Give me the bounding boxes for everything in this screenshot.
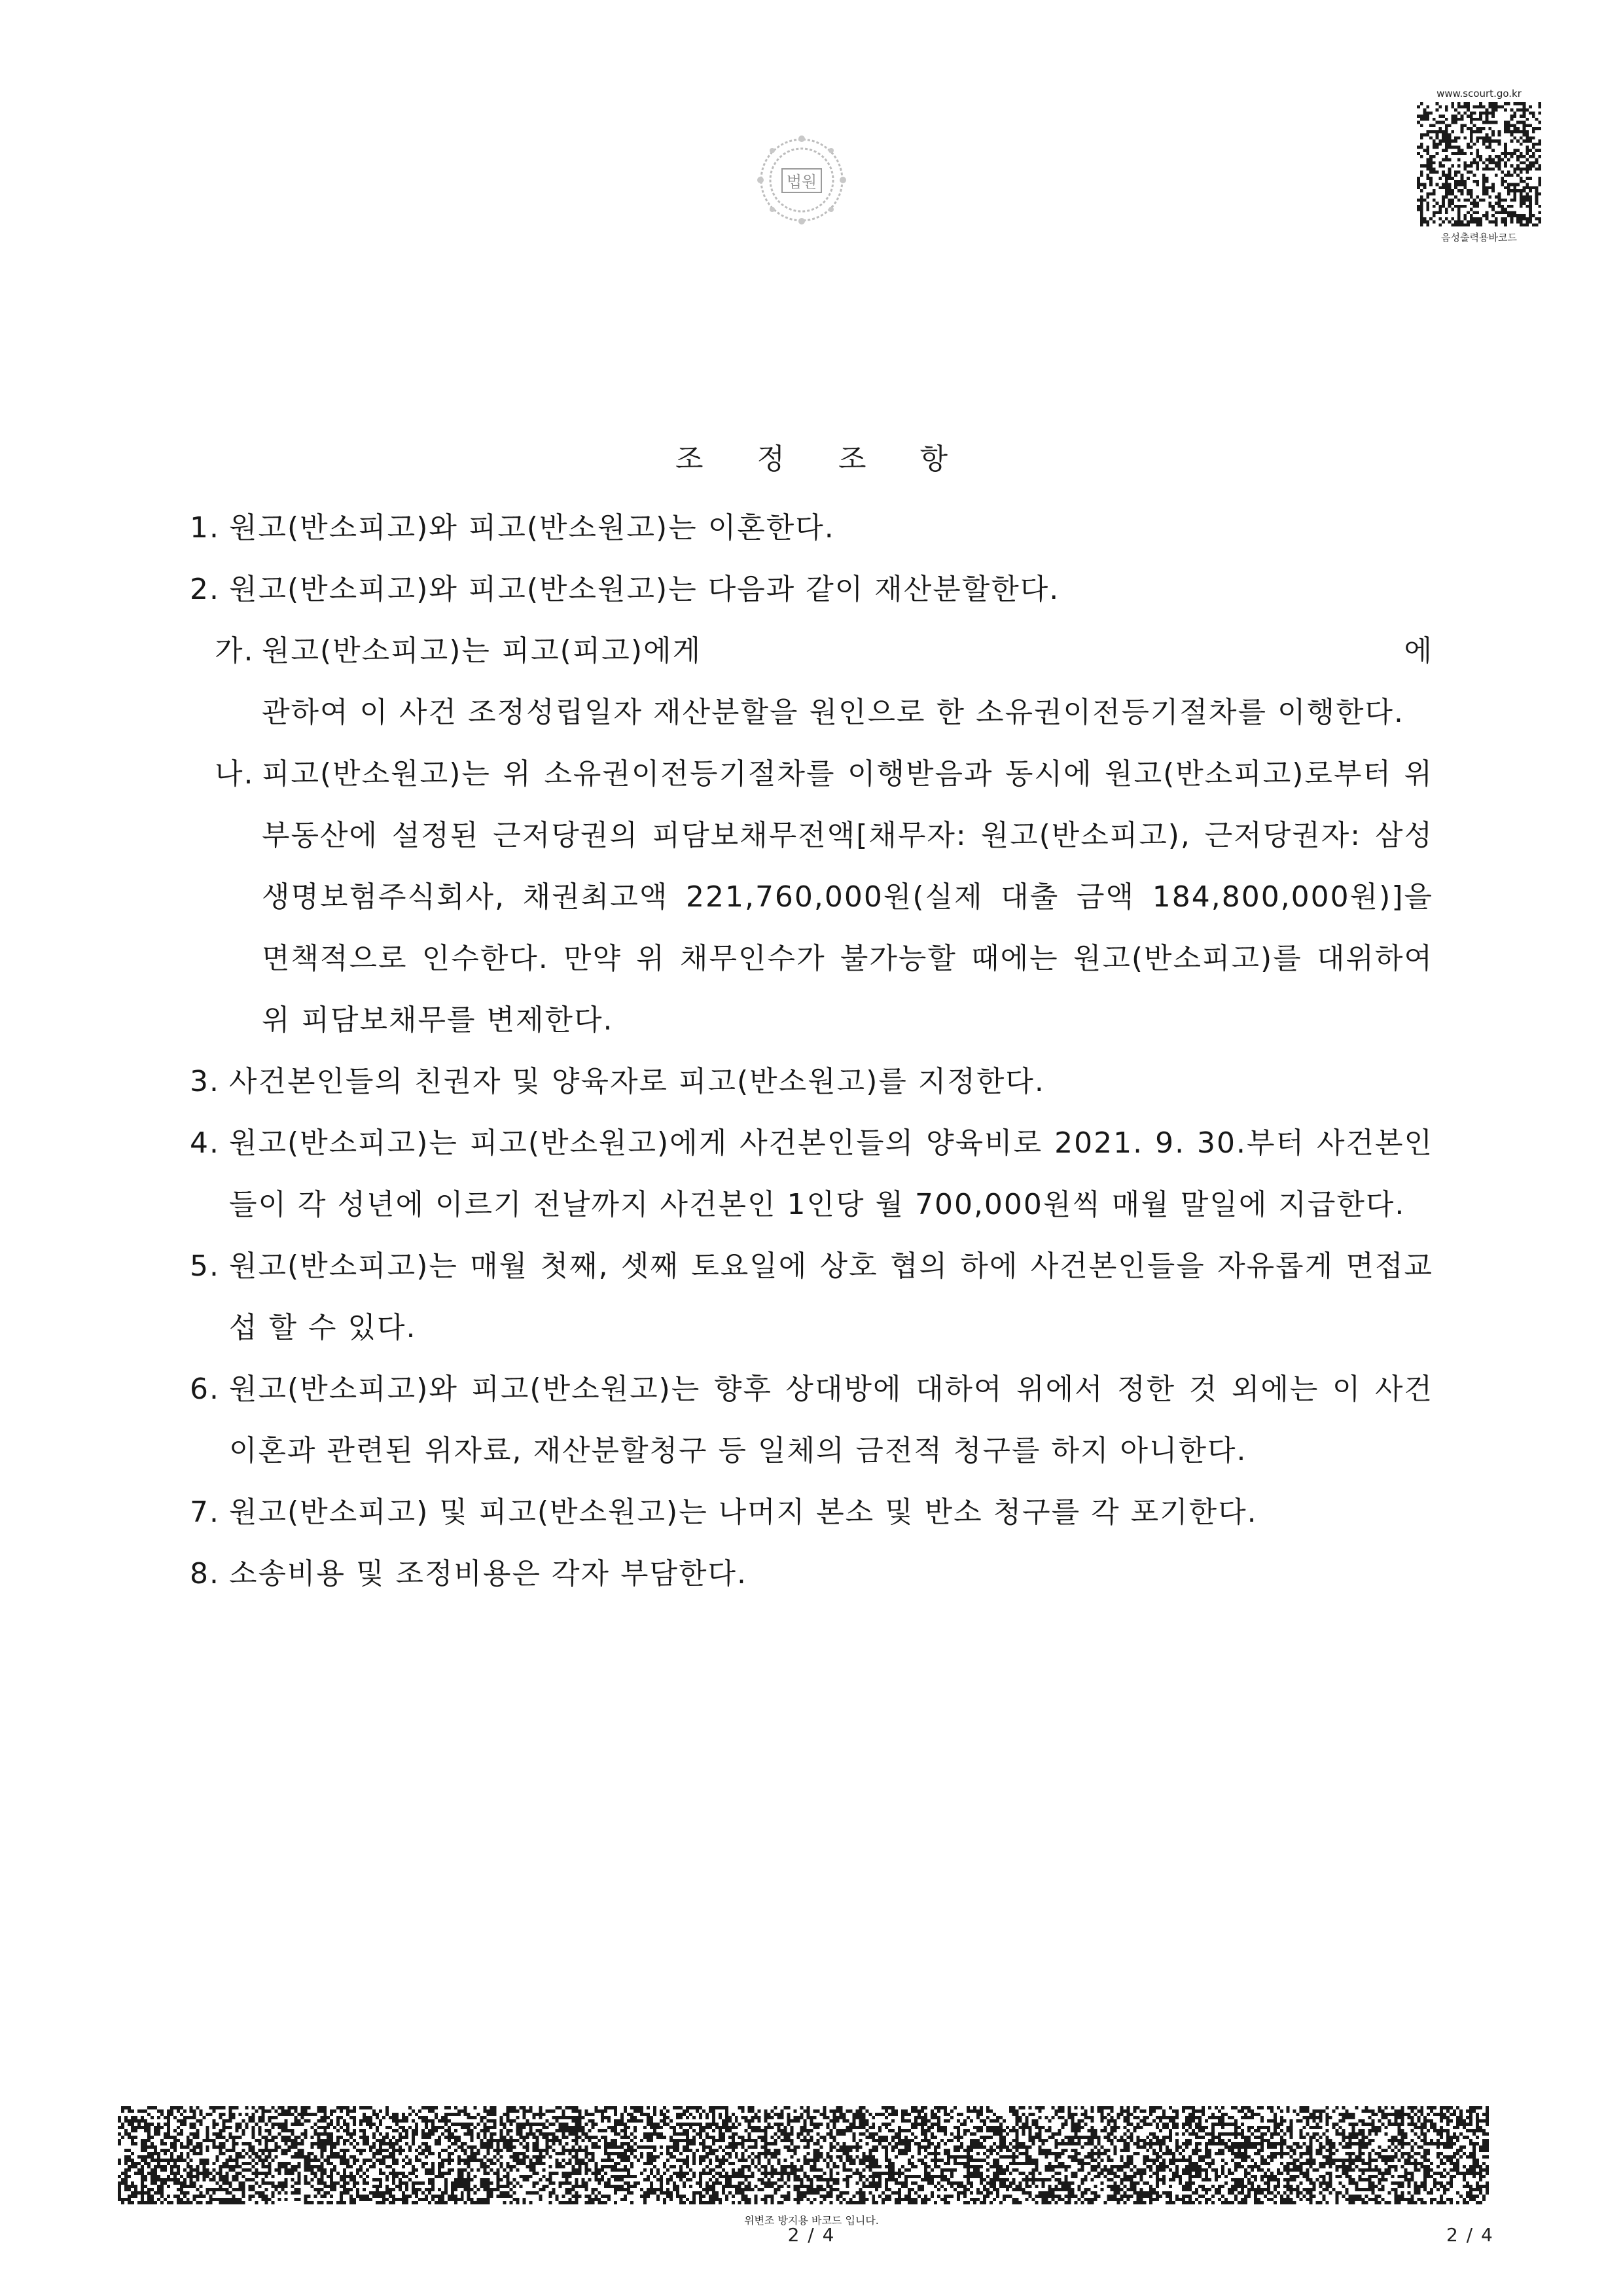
clause-number: 5. <box>190 1249 220 1283</box>
clause-3 <box>190 1051 1433 1113</box>
sub-item-text: 피고(반소원고)는 위 소유권이전등기절차를 이행받음과 동시에 원고(반소피고)로부터 위 부동산에 설정된 근저당권의 피담보채무전액[채무자: 원고(반소피고), 근저당권자: 삼성생명보험주식회사, 채권최고액 221,760,000원(실제 대출 금액 184,800,000원)]을 면책적으로 인수한다. 만약 위 채무인수가 불가능할 때에는 원고(반소피고)를 대위하여 위 피담보채무를 변제한다. <box>262 757 1433 1037</box>
clause-number: 3. <box>190 1065 220 1098</box>
clause-7 <box>190 1482 1433 1543</box>
clause-text: 사건본인들의 친권자 및 양육자로 피고(반소원고)를 지정한다. <box>229 1065 1045 1098</box>
sub-item-ga <box>190 620 1433 744</box>
clause-text: 원고(반소피고)와 피고(반소원고)는 이혼한다. <box>229 511 835 545</box>
sub-item-text-start: 원고(반소피고)는 피고(피고)에게 <box>262 634 702 668</box>
anti-forgery-barcode-icon <box>118 2106 1489 2204</box>
court-seal-icon <box>753 131 851 229</box>
clause-number: 6. <box>190 1372 220 1406</box>
clause-list <box>190 497 1433 1605</box>
clause-text: 원고(반소피고)와 피고(반소원고)는 향후 상대방에 대하여 위에서 정한 것 외에는 이 사건 이혼과 관련된 위자료, 재산분할청구 등 일체의 금전적 청구를 하지 아니한다. <box>229 1372 1433 1467</box>
seal-text: 법원 <box>786 173 817 191</box>
sub-item-number: 가. <box>215 634 255 668</box>
qr-caption: 음성출력용바코드 <box>1441 232 1517 243</box>
clause-number: 7. <box>190 1496 220 1529</box>
voice-qr-code-icon <box>1417 102 1541 226</box>
clause-number: 2. <box>190 573 220 606</box>
page-number-center: 2 / 4 <box>787 2224 836 2246</box>
document-title: 조 정 조 항 <box>675 442 970 476</box>
sub-item-text-end: 에 관하여 이 사건 조정성립일자 재산분할을 원인으로 한 소유권이전등기절차를 이행한다. <box>262 634 1434 729</box>
sub-item-na <box>190 744 1433 1051</box>
clause-4 <box>190 1113 1433 1236</box>
clause-number: 8. <box>190 1557 220 1590</box>
sub-item-number: 나. <box>215 757 255 791</box>
qr-url: www.scourt.go.kr <box>1436 88 1522 99</box>
clause-2 <box>190 559 1433 620</box>
clause-text: 원고(반소피고)는 피고(반소원고)에게 사건본인들의 양육비로 2021. 9. 30.부터 사건본인들이 각 성년에 이르기 전날까지 사건본인 1인당 월 700,000원씩 매월 말일에 지급한다. <box>229 1126 1433 1221</box>
clause-text: 소송비용 및 조정비용은 각자 부담한다. <box>229 1557 747 1590</box>
clause-text: 원고(반소피고)는 매월 첫째, 셋째 토요일에 상호 협의 하에 사건본인들을 자유롭게 면접교섭 할 수 있다. <box>229 1249 1433 1344</box>
clause-1 <box>190 497 1433 559</box>
clause-8 <box>190 1543 1433 1605</box>
redacted-property-description <box>702 634 1404 668</box>
clause-6 <box>190 1359 1433 1482</box>
barcode-caption: 위변조 방지용 바코드 입니다. <box>744 2214 879 2227</box>
clause-text: 원고(반소피고)와 피고(반소원고)는 다음과 같이 재산분할한다. <box>229 573 1060 606</box>
clause-5 <box>190 1236 1433 1359</box>
clause-text: 원고(반소피고) 및 피고(반소원고)는 나머지 본소 및 반소 청구를 각 포기한다. <box>229 1496 1258 1529</box>
page-number-right: 2 / 4 <box>1446 2224 1494 2246</box>
clause-number: 1. <box>190 511 220 545</box>
clause-number: 4. <box>190 1126 220 1160</box>
